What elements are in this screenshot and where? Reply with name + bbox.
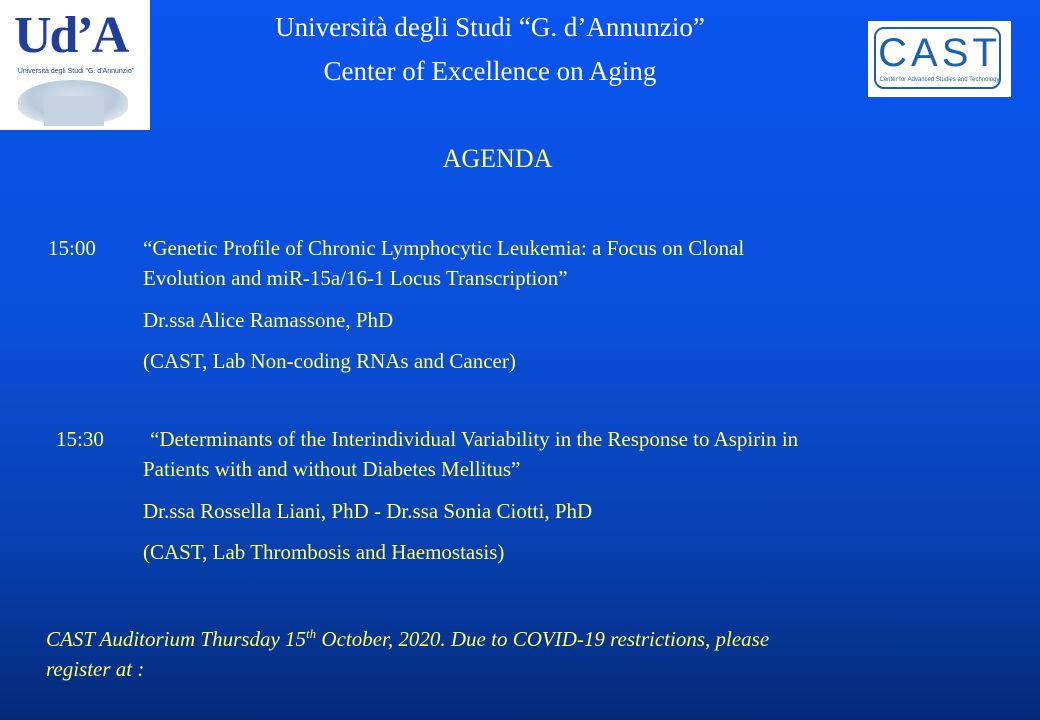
event-info-venue-date: CAST Auditorium Thursday 15 bbox=[46, 627, 307, 651]
agenda-item-1-time: 15:00 bbox=[48, 236, 96, 260]
event-info-date-suffix: th bbox=[306, 626, 317, 641]
agenda-item-2-speaker: Dr.ssa Rossella Liani, PhD - Dr.ssa Sonia Ciotti, PhD bbox=[143, 499, 593, 523]
university-title: Università degli Studi “G. d’Annunzio” bbox=[275, 12, 705, 42]
uda-logo-emblem-base bbox=[44, 96, 104, 126]
uda-logo-caption: Università degli Studi "G. d'Annunzio" bbox=[17, 68, 135, 75]
event-info-line-1 bbox=[46, 626, 770, 651]
agenda-title: AGENDA bbox=[442, 144, 553, 173]
cast-logo bbox=[868, 21, 1011, 97]
agenda-item-1-title-line-2: Evolution and miR-15a/16-1 Locus Transcription” bbox=[143, 266, 568, 290]
uda-logo-mark: Ud’A bbox=[14, 7, 128, 64]
event-info-line-2: register at : bbox=[46, 657, 145, 681]
cast-logo-mark: CAST bbox=[878, 31, 1001, 75]
agenda-item-1-speaker: Dr.ssa Alice Ramassone, PhD bbox=[143, 308, 394, 332]
event-info-covid-notice: October, 2020. Due to COVID-19 restrictions, please bbox=[316, 627, 770, 651]
uda-logo bbox=[0, 0, 150, 130]
agenda-item-2-title-line-2: Patients with and without Diabetes Mellitus” bbox=[143, 457, 521, 481]
agenda-item-1-title-line-1: “Genetic Profile of Chronic Lymphocytic Leukemia: a Focus on Clonal bbox=[143, 236, 745, 260]
agenda-item-2-time: 15:30 bbox=[56, 427, 104, 451]
agenda-item-2-affiliation: (CAST, Lab Thrombosis and Haemostasis) bbox=[143, 540, 505, 564]
agenda-item-2-title-line-1: “Determinants of the Interindividual Variability in the Response to Aspirin in bbox=[150, 427, 799, 451]
agenda-item-1-affiliation: (CAST, Lab Non-coding RNAs and Cancer) bbox=[143, 349, 516, 373]
center-title: Center of Excellence on Aging bbox=[323, 56, 657, 86]
cast-logo-caption: Center for Advanced Studies and Technology bbox=[879, 77, 1000, 83]
